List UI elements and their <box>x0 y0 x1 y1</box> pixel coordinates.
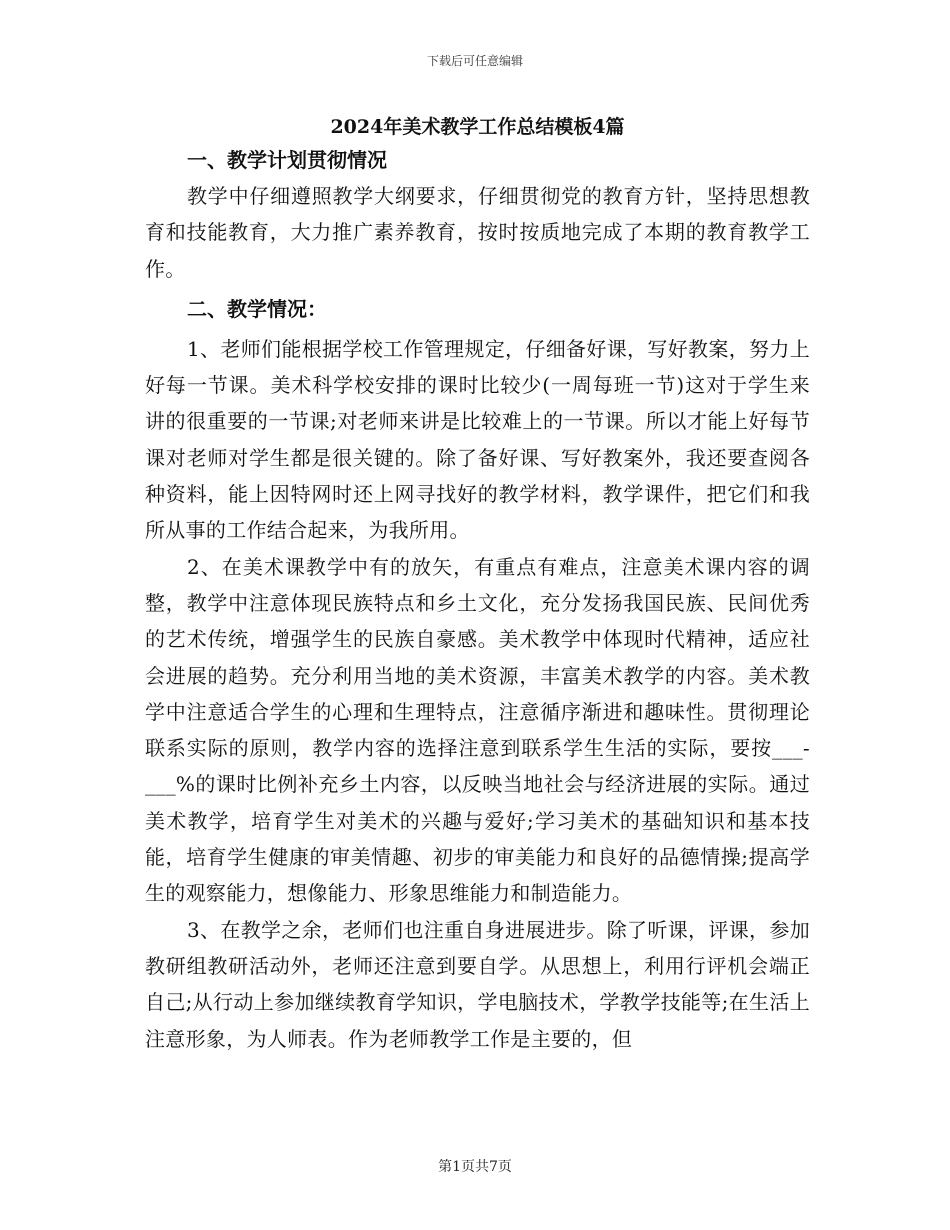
page-number: 第1页共7页 <box>438 1159 512 1175</box>
paragraph-teaching-1: 1、老师们能根据学校工作管理规定，仔细备好课，写好教案，努力上好每一节课。美术科学校安排的课时比较少(一周每班一节)这对于学生来讲的很重要的一节课;对老师来讲是比较难上的一节课。所以才能上好每节课对老师对学生都是很关键的。除了备好课、写好教案外，我还要查阅各种资料，能上因特网时还上网寻找好的教学材料，教学课件，把它们和我所从事的工作结合起来，为我所用。 <box>145 336 810 543</box>
section-heading-plan: 一、教学计划贯彻情况 <box>187 148 387 172</box>
document-body <box>145 112 810 1057</box>
section-heading-teaching: 二、教学情况： <box>187 296 327 321</box>
document-title: 2024年美术教学工作总结模板4篇 <box>330 116 625 138</box>
paragraph-plan: 教学中仔细遵照教学大纲要求，仔细贯彻党的教育方针，坚持思想教育和技能教育，大力推广素养教育，按时按质地完成了本期的教育教学工作。 <box>145 184 810 281</box>
paragraph-teaching-2: 2、在美术课教学中有的放矢，有重点有难点，注意美术课内容的调整，教学中注意体现民族特点和乡土文化，充分发扬我国民族、民间优秀的艺术传统，增强学生的民族自豪感。美术教学中体现时代精神，适应社会进展的趋势。充分利用当地的美术资源，丰富美术教学的内容。美术教学中注意适合学生的心理和生理特点，注意循序渐进和趣味性。贯彻理论联系实际的原则，教学内容的选择注意到联系学生生活的实际，要按___-___%的课时比例补充乡土内容，以反映当地社会与经济进展的实际。通过美术教学，培育学生对美术的兴趣与爱好;学习美术的基础知识和基本技能，培育学生健康的审美情趣、初步的审美能力和良好的品德情操;提高学生的观察能力，想像能力、形象思维能力和制造能力。 <box>145 554 810 906</box>
page-header-note: 下载后可任意编辑 <box>426 54 523 68</box>
paragraph-teaching-3: 3、在教学之余，老师们也注重自身进展进步。除了听课，评课，参加教研组教研活动外，老师还注意到要自学。从思想上，利用行评机会端正自己;从行动上参加继续教育学知识，学电脑技术，学教学技能等;在生活上注意形象，为人师表。作为老师教学工作是主要的，但 <box>145 917 810 1051</box>
